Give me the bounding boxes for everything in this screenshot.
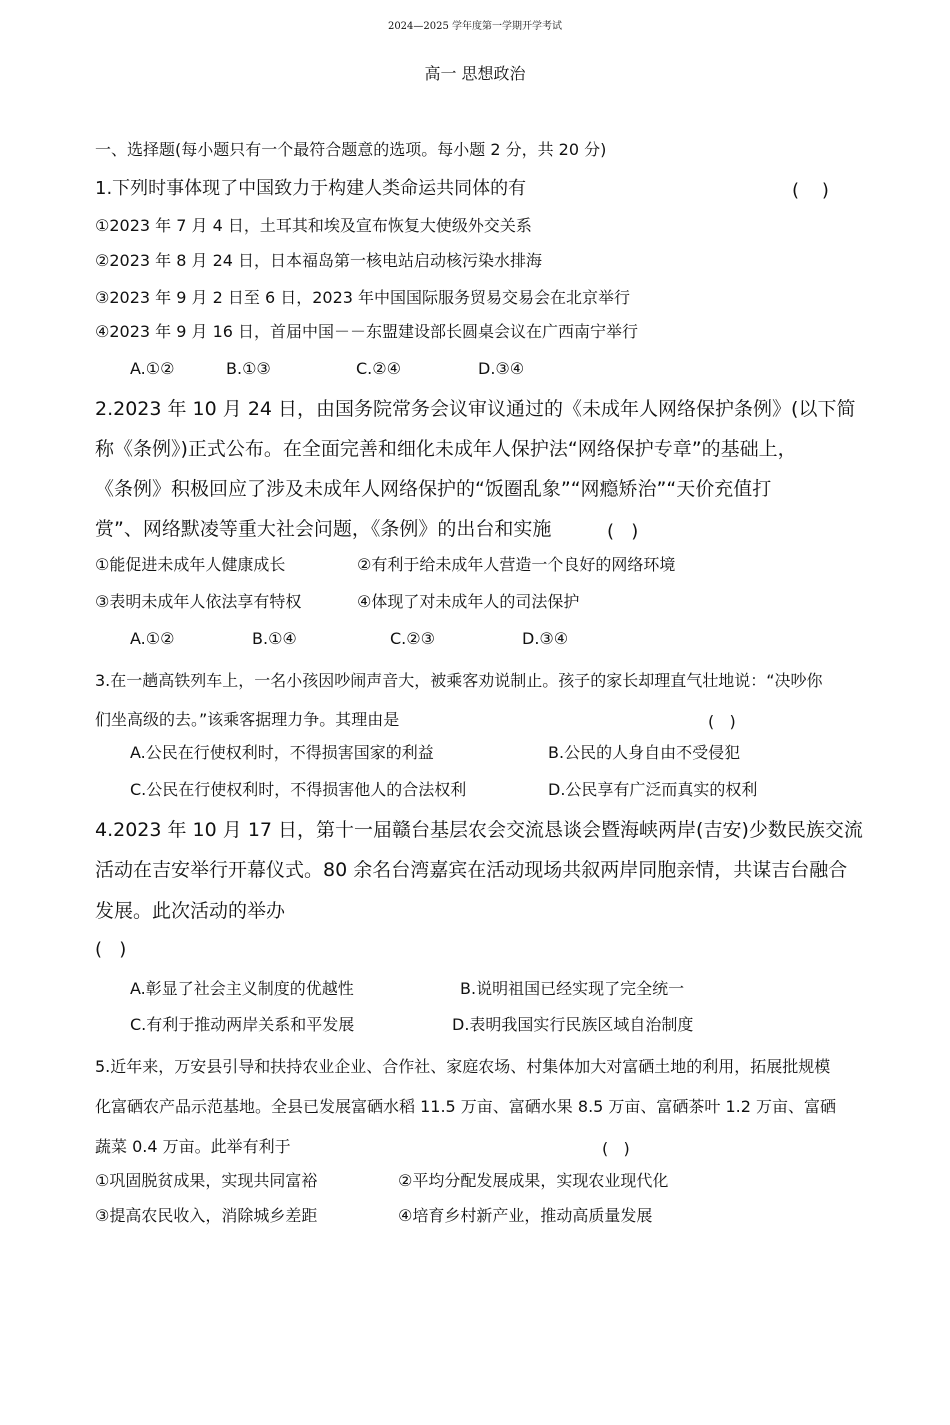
statement-item: ④2023 年 9 月 16 日，首届中国－－东盟建设部长圆桌会议在广西南宁举行 [95, 322, 639, 341]
option-a: A.公民在行使权利时，不得损害国家的利益 [130, 743, 434, 762]
question-stem-line: 们坐高级的去。”该乘客据理力争。其理由是 [95, 710, 400, 729]
option-d: D.公民享有广泛而真实的权利 [548, 780, 758, 799]
question-stem-line: 称《条例》)正式公布。在全面完善和细化未成年人保护法“网络保护专章”的基础上， [95, 438, 797, 460]
question-stem-line: 活动在吉安举行开幕仪式。80 余名台湾嘉宾在活动现场共叙两岸同胞亲情，共谋吉台融合 [95, 859, 848, 881]
option-d: D.③④ [478, 359, 525, 378]
answer-paren: ( ) [708, 712, 736, 731]
statement-item: ③2023 年 9 月 2 日至 6 日，2023 年中国国际服务贸易交易会在北京举行 [95, 288, 631, 307]
question-stem-line: 3.在一趟高铁列车上，一名小孩因吵闹声音大，被乘客劝说制止。孩子的家长却理直气壮地说：“决吵你 [95, 671, 823, 690]
question-stem-line: 5.近年来，万安县引导和扶持农业企业、合作社、家庭农场、村集体加大对富硒土地的利用，拓展批规模 [95, 1057, 831, 1076]
option-a: A.彰显了社会主义制度的优越性 [130, 979, 354, 998]
option-b: B.①④ [252, 629, 297, 648]
question-stem-line: 2.2023 年 10 月 24 日，由国务院常务会议审议通过的《未成年人网络保护条例》(以下简 [95, 398, 856, 420]
answer-paren: ( ) [607, 521, 639, 542]
question-stem-line: 发展。此次活动的举办 [95, 900, 286, 922]
option-d: D.表明我国实行民族区域自治制度 [452, 1015, 694, 1034]
question-stem-line: 蔬菜 0.4 万亩。此举有利于 [95, 1137, 291, 1156]
statement-item: ②2023 年 8 月 24 日，日本福岛第一核电站启动核污染水排海 [95, 251, 543, 270]
section-heading: 一、选择题(每小题只有一个最符合题意的选项。每小题 2 分，共 20 分) [95, 140, 607, 159]
answer-paren: ( ) [602, 1139, 630, 1158]
option-a: A.①② [130, 629, 175, 648]
statement-item: ①巩固脱贫成果，实现共同富裕 [95, 1171, 318, 1190]
question-stem-line: 1.下列时事体现了中国致力于构建人类命运共同体的有 [95, 178, 527, 199]
statement-item: ③提高农民收入，消除城乡差距 [95, 1206, 318, 1225]
statement-item: ②平均分配发展成果，实现农业现代化 [398, 1171, 669, 1190]
option-c: C.②④ [356, 359, 401, 378]
option-b: B.说明祖国已经实现了完全统一 [460, 979, 685, 998]
option-b: B.①③ [226, 359, 271, 378]
answer-paren: ( ) [792, 180, 829, 201]
statement-item: ④体现了对未成年人的司法保护 [357, 592, 580, 611]
option-d: D.③④ [522, 629, 569, 648]
exam-subtitle: 高一 思想政治 [424, 64, 526, 83]
option-c: C.公民在行使权利时，不得损害他人的合法权利 [130, 780, 467, 799]
question-stem-line: 化富硒农产品示范基地。全县已发展富硒水稻 11.5 万亩、富硒水果 8.5 万亩、富硒茶叶 1.2 万亩、富硒 [95, 1097, 837, 1116]
answer-paren: ( ) [95, 939, 127, 960]
question-stem-line: 《条例》积极回应了涉及未成年人网络保护的“饭圈乱象”“网瘾矫治”“天价充值打 [95, 478, 772, 500]
question-stem-line: 4.2023 年 10 月 17 日，第十一届赣台基层农会交流恳谈会暨海峡两岸(吉安)少数民族交流 [95, 819, 863, 841]
statement-item: ①2023 年 7 月 4 日，土耳其和埃及宣布恢复大使级外交关系 [95, 216, 532, 235]
statement-item: ①能促进未成年人健康成长 [95, 555, 286, 574]
option-c: C.②③ [390, 629, 435, 648]
statement-item: ②有利于给未成年人营造一个良好的网络环境 [357, 555, 676, 574]
exam-title: 2024—2025 学年度第一学期开学考试 [387, 21, 563, 32]
option-c: C.有利于推动两岸关系和平发展 [130, 1015, 355, 1034]
option-a: A.①② [130, 359, 175, 378]
statement-item: ③表明未成年人依法享有特权 [95, 592, 302, 611]
statement-item: ④培育乡村新产业，推动高质量发展 [398, 1206, 653, 1225]
option-b: B.公民的人身自由不受侵犯 [548, 743, 741, 762]
question-stem-line: 赏”、网络默凌等重大社会问题，《条例》的出台和实施 [95, 518, 552, 540]
